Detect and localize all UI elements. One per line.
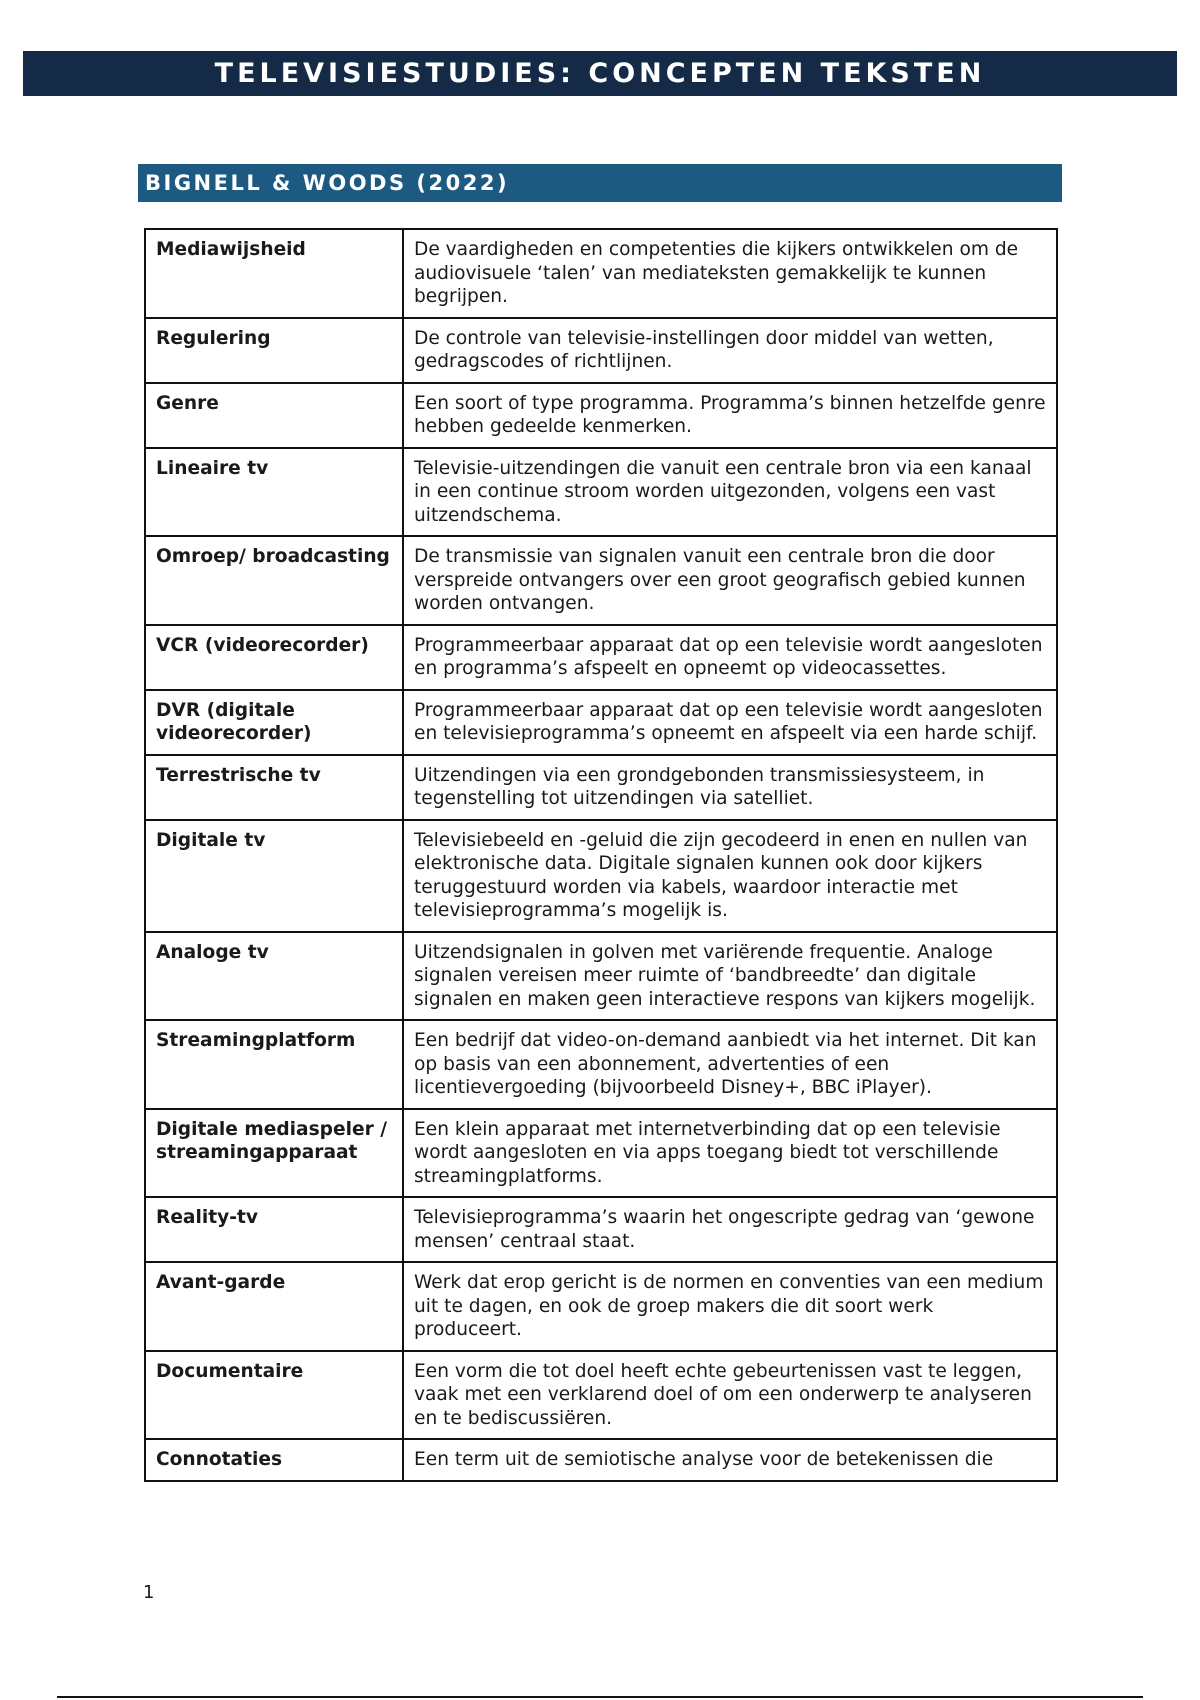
table-row [145,1262,1057,1351]
definition-cell: Programmeerbaar apparaat dat op een televisie wordt aangesloten en programma’s afspeelt en opneemt op videocassettes. [403,625,1057,690]
definition-cell: Een soort of type programma. Programma’s binnen hetzelfde genre hebben gedeelde kenmerken. [403,383,1057,448]
definition-cell: De vaardigheden en competenties die kijkers ontwikkelen om de audiovisuele ‘talen’ van mediateksten gemakkelijk te kunnen begrijpen. [403,229,1057,318]
definition-cell: Uitzendingen via een grondgebonden transmissiesysteem, in tegenstelling tot uitzendingen via satelliet. [403,755,1057,820]
table-row [145,932,1057,1021]
table-row [145,755,1057,820]
definition-cell: Een term uit de semiotische analyse voor de betekenissen die [403,1439,1057,1481]
definition-cell: Werk dat erop gericht is de normen en conventies van een medium uit te dagen, en ook de groep makers die dit soort werk produceert. [403,1262,1057,1351]
term-cell: Documentaire [145,1351,403,1440]
term-cell: Regulering [145,318,403,383]
term-cell: Avant-garde [145,1262,403,1351]
definition-cell: De transmissie van signalen vanuit een centrale bron die door verspreide ontvangers over een groot geografisch gebied kunnen worden ontvangen. [403,536,1057,625]
definition-cell: Programmeerbaar apparaat dat op een televisie wordt aangesloten en televisieprogramma’s opneemt en afspeelt via een harde schijf. [403,690,1057,755]
glossary-table [144,228,1058,1482]
term-cell: Terrestrische tv [145,755,403,820]
table-row [145,690,1057,755]
header-banner [23,51,1177,96]
term-cell: DVR (digitale videorecorder) [145,690,403,755]
definition-cell: Televisie-uitzendingen die vanuit een centrale bron via een kanaal in een continue stroom worden uitgezonden, volgens een vast uitzendschema. [403,448,1057,537]
section-title: BIGNELL & WOODS (2022) [145,171,510,195]
table-row [145,229,1057,318]
page-number: 1 [143,1582,155,1603]
term-cell: Mediawijsheid [145,229,403,318]
table-row [145,1351,1057,1440]
definition-cell: Televisiebeeld en -geluid die zijn gecodeerd in enen en nullen van elektronische data. Digitale signalen kunnen ook door kijkers teruggestuurd worden via kabels, waardoor interactie met televisieprogramma’s mogelijk is. [403,820,1057,932]
table-row [145,1020,1057,1109]
definition-cell: Televisieprogramma’s waarin het ongescripte gedrag van ‘gewone mensen’ centraal staat. [403,1197,1057,1262]
definition-cell: Een klein apparaat met internetverbinding dat op een televisie wordt aangesloten en via apps toegang biedt tot verschillende streamingplatforms. [403,1109,1057,1198]
term-cell: VCR (videorecorder) [145,625,403,690]
term-cell: Analoge tv [145,932,403,1021]
table-row [145,1109,1057,1198]
definition-cell: De controle van televisie-instellingen door middel van wetten, gedragscodes of richtlijnen. [403,318,1057,383]
term-cell: Digitale tv [145,820,403,932]
table-row [145,1439,1057,1481]
footer-divider [57,1696,1143,1698]
term-cell: Digitale mediaspeler / streamingapparaat [145,1109,403,1198]
term-cell: Genre [145,383,403,448]
table-row [145,448,1057,537]
definition-cell: Uitzendsignalen in golven met variërende frequentie. Analoge signalen vereisen meer ruimte of ‘bandbreedte’ dan digitale signalen en maken geen interactieve respons van kijkers mogelijk. [403,932,1057,1021]
document-title: TELEVISIESTUDIES: CONCEPTEN TEKSTEN [214,58,986,89]
table-row [145,820,1057,932]
table-row [145,625,1057,690]
term-cell: Lineaire tv [145,448,403,537]
section-header [138,164,1062,202]
table-row [145,536,1057,625]
term-cell: Reality-tv [145,1197,403,1262]
table-row [145,318,1057,383]
term-cell: Connotaties [145,1439,403,1481]
term-cell: Streamingplatform [145,1020,403,1109]
table-row [145,383,1057,448]
definition-cell: Een vorm die tot doel heeft echte gebeurtenissen vast te leggen, vaak met een verklarend doel of om een onderwerp te analyseren en te bediscussiëren. [403,1351,1057,1440]
table-row [145,1197,1057,1262]
term-cell: Omroep/ broadcasting [145,536,403,625]
definition-cell: Een bedrijf dat video-on-demand aanbiedt via het internet. Dit kan op basis van een abonnement, advertenties of een licentievergoeding (bijvoorbeeld Disney+, BBC iPlayer). [403,1020,1057,1109]
